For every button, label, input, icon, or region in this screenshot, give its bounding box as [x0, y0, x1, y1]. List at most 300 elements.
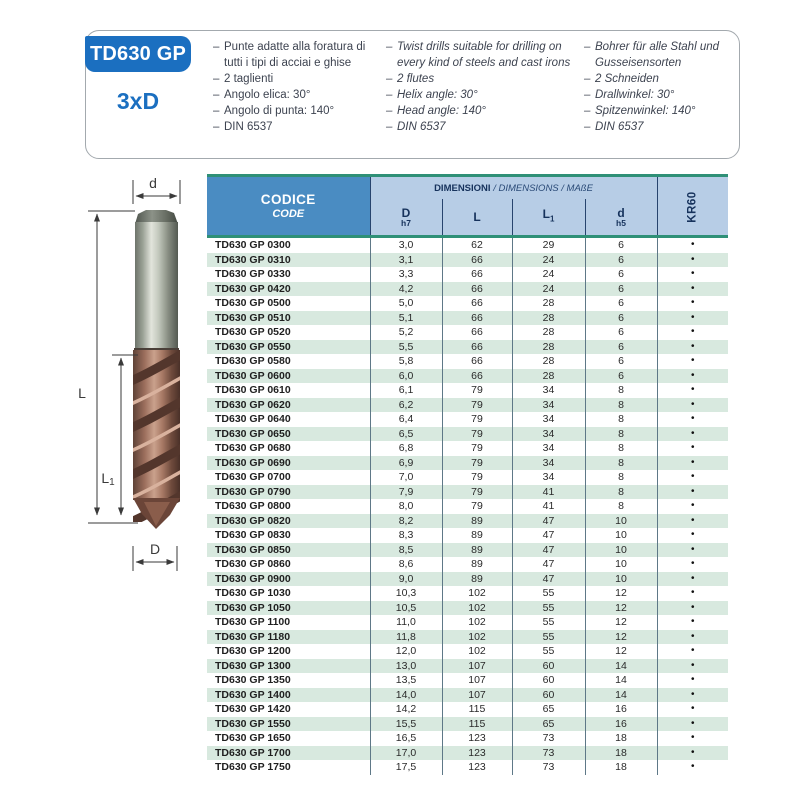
cell-D: 5,2 — [370, 325, 442, 340]
cell-L1: 34 — [512, 441, 585, 456]
dash-marker: – — [213, 89, 220, 101]
cell-kr60-dot: • — [657, 456, 728, 471]
cell-code: TD630 GP 0500 — [215, 297, 291, 309]
table-row — [207, 717, 728, 732]
cell-D: 6,0 — [370, 369, 442, 384]
table-body — [207, 237, 728, 775]
cell-L1: 34 — [512, 398, 585, 413]
codice-label: CODICE — [260, 192, 316, 207]
dimension-overall-length — [88, 211, 135, 515]
cell-L1: 47 — [512, 557, 585, 572]
cell-L1: 47 — [512, 543, 585, 558]
table-row — [207, 557, 728, 572]
cell-kr60-dot: • — [657, 673, 728, 688]
cell-D: 5,0 — [370, 296, 442, 311]
cell-L: 79 — [442, 441, 512, 456]
cell-d: 10 — [585, 528, 657, 543]
cell-D: 3,3 — [370, 267, 442, 282]
description-item — [584, 103, 736, 119]
column-group-dimensions — [370, 176, 657, 200]
cell-L1: 60 — [512, 673, 585, 688]
cell-L: 102 — [442, 630, 512, 645]
cell-code: TD630 GP 0580 — [215, 355, 291, 367]
description-text: Twist drills suitable for drilling on every kind of steels and cast irons — [397, 41, 571, 69]
cell-kr60-dot: • — [657, 470, 728, 485]
cell-code: TD630 GP 0520 — [215, 326, 291, 338]
cell-kr60-dot: • — [657, 688, 728, 703]
table-row — [207, 354, 728, 369]
cell-d: 18 — [585, 746, 657, 761]
table-row — [207, 659, 728, 674]
cell-kr60-dot: • — [657, 398, 728, 413]
cell-kr60-dot: • — [657, 499, 728, 514]
cell-kr60-dot: • — [657, 717, 728, 732]
column-header-L1: $L_1$ — [512, 199, 585, 237]
cell-L: 66 — [442, 325, 512, 340]
cell-code: TD630 GP 0900 — [215, 572, 291, 585]
cell-L: 123 — [442, 731, 512, 746]
cell-code: TD630 GP 0600 — [215, 369, 291, 382]
cell-d: 6 — [585, 340, 657, 355]
cell-L1: 73 — [512, 731, 585, 746]
cell-L1: 28 — [512, 311, 585, 326]
cell-code: TD630 GP 0300 — [215, 239, 291, 251]
description-item — [386, 103, 582, 119]
description-text: 2 Schneiden — [595, 73, 659, 85]
cell-kr60-dot: • — [657, 311, 728, 326]
cell-L: 107 — [442, 673, 512, 688]
cell-d: 10 — [585, 572, 657, 587]
cell-d: 14 — [585, 659, 657, 674]
cell-kr60-dot: • — [657, 267, 728, 282]
cell-L1: 24 — [512, 253, 585, 268]
dimensions-label-italic: / DIMENSIONS / MAßE — [493, 182, 593, 194]
cell-L1: 41 — [512, 485, 585, 500]
cell-kr60-dot: • — [657, 237, 728, 253]
cell-D: 14,2 — [370, 702, 442, 717]
table-row — [207, 441, 728, 456]
description-item — [584, 71, 736, 87]
description-item — [386, 39, 582, 71]
cell-d: 6 — [585, 311, 657, 326]
cell-kr60-dot: • — [657, 572, 728, 587]
dash-marker: – — [584, 105, 591, 117]
cell-L: 79 — [442, 398, 512, 413]
cell-D: 13,0 — [370, 659, 442, 674]
cell-L1: 47 — [512, 572, 585, 587]
drill-shank — [134, 210, 179, 353]
cell-L: 66 — [442, 369, 512, 384]
cell-d: 16 — [585, 702, 657, 717]
dash-marker: – — [584, 41, 591, 53]
cell-L: 89 — [442, 557, 512, 572]
cell-code: TD630 GP 1050 — [215, 601, 291, 614]
cell-D: 9,0 — [370, 572, 442, 587]
column-header-L: L — [442, 199, 512, 237]
table-row — [207, 369, 728, 384]
cell-L: 79 — [442, 383, 512, 398]
drill-flutes — [126, 350, 186, 529]
cell-D: 10,3 — [370, 586, 442, 601]
cell-L1: 34 — [512, 427, 585, 442]
cell-D: 14,0 — [370, 688, 442, 703]
cell-L: 62 — [442, 237, 512, 253]
cell-d: 12 — [585, 601, 657, 616]
cell-L: 66 — [442, 354, 512, 369]
cell-D: 12,0 — [370, 644, 442, 659]
cell-d: 8 — [585, 441, 657, 456]
cell-L: 115 — [442, 717, 512, 732]
cell-kr60-dot: • — [657, 340, 728, 355]
cell-d: 6 — [585, 237, 657, 253]
cell-L: 79 — [442, 412, 512, 427]
cell-code: TD630 GP 0610 — [215, 384, 291, 396]
description-text: DIN 6537 — [224, 121, 273, 133]
cell-code: TD630 GP 1030 — [215, 587, 291, 599]
code-label: CODE — [272, 208, 305, 220]
cell-D: 17,0 — [370, 746, 442, 761]
cell-L1: 47 — [512, 528, 585, 543]
description-text: Head angle: 140° — [397, 105, 487, 117]
table-row — [207, 688, 728, 703]
table-row — [207, 253, 728, 268]
cell-d: 6 — [585, 369, 657, 384]
cell-D: 17,5 — [370, 760, 442, 775]
cell-L1: 73 — [512, 760, 585, 775]
cell-L1: 34 — [512, 412, 585, 427]
cell-L1: 28 — [512, 340, 585, 355]
table-row — [207, 615, 728, 630]
cell-code: TD630 GP 1550 — [215, 717, 291, 730]
cell-kr60-dot: • — [657, 731, 728, 746]
cell-kr60-dot: • — [657, 630, 728, 645]
cell-L1: 65 — [512, 702, 585, 717]
column-header-code — [207, 176, 370, 237]
cell-code: TD630 GP 0550 — [215, 340, 291, 353]
cell-d: 6 — [585, 296, 657, 311]
description-text: Spitzenwinkel: 140° — [595, 105, 696, 117]
cell-code: TD630 GP 0680 — [215, 442, 291, 454]
cell-L: 66 — [442, 340, 512, 355]
dash-marker: – — [386, 89, 393, 101]
cell-L: 102 — [442, 586, 512, 601]
dash-marker: – — [386, 121, 393, 133]
specification-table — [207, 174, 728, 775]
cell-L: 66 — [442, 253, 512, 268]
cell-D: 10,5 — [370, 601, 442, 616]
cell-L1: 73 — [512, 746, 585, 761]
cell-L: 115 — [442, 702, 512, 717]
description-list-german — [584, 39, 736, 135]
dash-marker: – — [213, 73, 220, 85]
table-row — [207, 746, 728, 761]
cell-d: 8 — [585, 456, 657, 471]
cell-code: TD630 GP 1200 — [215, 645, 291, 657]
table-row — [207, 267, 728, 282]
cell-kr60-dot: • — [657, 296, 728, 311]
cell-L1: 55 — [512, 630, 585, 645]
column-header-kr60 — [657, 176, 728, 237]
description-item — [213, 71, 385, 87]
description-item — [584, 87, 736, 103]
cell-code: TD630 GP 0650 — [215, 427, 291, 440]
cell-kr60-dot: • — [657, 282, 728, 297]
size-ratio-label: 3xD — [116, 88, 160, 114]
dash-marker: – — [386, 73, 393, 85]
description-text: Bohrer für alle Stahl und Gusseisensorten — [595, 41, 720, 69]
cell-L: 79 — [442, 470, 512, 485]
table-row — [207, 630, 728, 645]
cell-L: 102 — [442, 615, 512, 630]
table-row — [207, 514, 728, 529]
cell-kr60-dot: • — [657, 586, 728, 601]
cell-d: 6 — [585, 253, 657, 268]
cell-L: 102 — [442, 601, 512, 616]
cell-L1: 28 — [512, 354, 585, 369]
cell-L1: 41 — [512, 499, 585, 514]
description-item — [213, 103, 385, 119]
table-row — [207, 644, 728, 659]
cell-L1: 47 — [512, 514, 585, 529]
cell-L1: 34 — [512, 470, 585, 485]
dimensions-label-bold: DIMENSIONI — [434, 182, 491, 194]
description-item — [386, 71, 582, 87]
cell-L: 123 — [442, 746, 512, 761]
cell-D: 13,5 — [370, 673, 442, 688]
table-row — [207, 237, 728, 253]
cell-code: TD630 GP 1100 — [215, 616, 291, 628]
cell-code: TD630 GP 0860 — [215, 558, 291, 570]
cell-L1: 60 — [512, 688, 585, 703]
table-row — [207, 485, 728, 500]
cell-code: TD630 GP 0700 — [215, 471, 291, 483]
cell-d: 12 — [585, 630, 657, 645]
cell-d: 8 — [585, 412, 657, 427]
cell-code: TD630 GP 0310 — [215, 253, 291, 266]
description-item — [584, 39, 736, 71]
table-row — [207, 398, 728, 413]
cell-kr60-dot: • — [657, 354, 728, 369]
cell-D: 5,8 — [370, 354, 442, 369]
cell-D: 8,5 — [370, 543, 442, 558]
description-text: Punte adatte alla foratura di tutti i tipi di acciai e ghise — [224, 41, 366, 69]
cell-D: 3,0 — [370, 237, 442, 253]
cell-code: TD630 GP 1300 — [215, 659, 291, 672]
description-item — [386, 87, 582, 103]
cell-L: 66 — [442, 282, 512, 297]
description-text: Drallwinkel: 30° — [595, 89, 675, 101]
cell-L1: 55 — [512, 586, 585, 601]
cell-d: 6 — [585, 354, 657, 369]
cell-kr60-dot: • — [657, 253, 728, 268]
cell-kr60-dot: • — [657, 441, 728, 456]
column-header-D: D h7 — [370, 199, 442, 237]
cell-code: TD630 GP 0330 — [215, 268, 291, 280]
cell-L1: 34 — [512, 383, 585, 398]
table-row — [207, 282, 728, 297]
cell-L1: 55 — [512, 644, 585, 659]
cell-D: 8,6 — [370, 557, 442, 572]
cell-d: 6 — [585, 282, 657, 297]
description-item — [213, 87, 385, 103]
cell-L: 89 — [442, 543, 512, 558]
cell-D: 6,5 — [370, 427, 442, 442]
label-cutting-diameter: D — [149, 541, 161, 557]
cell-kr60-dot: • — [657, 485, 728, 500]
cell-L1: 28 — [512, 369, 585, 384]
cell-code: TD630 GP 1400 — [215, 688, 291, 701]
cell-code: TD630 GP 1420 — [215, 703, 291, 715]
cell-d: 14 — [585, 673, 657, 688]
cell-d: 14 — [585, 688, 657, 703]
table-row — [207, 702, 728, 717]
cell-d: 8 — [585, 398, 657, 413]
cell-L1: 24 — [512, 282, 585, 297]
cell-L: 89 — [442, 514, 512, 529]
cell-d: 10 — [585, 543, 657, 558]
cell-L: 123 — [442, 760, 512, 775]
cell-D: 6,2 — [370, 398, 442, 413]
cell-kr60-dot: • — [657, 659, 728, 674]
table-row — [207, 601, 728, 616]
cell-kr60-dot: • — [657, 412, 728, 427]
cell-code: TD630 GP 0820 — [215, 514, 291, 527]
cell-d: 8 — [585, 499, 657, 514]
cell-kr60-dot: • — [657, 702, 728, 717]
dash-marker: – — [584, 121, 591, 133]
cell-D: 6,8 — [370, 441, 442, 456]
cell-D: 8,3 — [370, 528, 442, 543]
cell-kr60-dot: • — [657, 369, 728, 384]
cell-L: 79 — [442, 427, 512, 442]
cell-d: 8 — [585, 383, 657, 398]
column-header-d: d h5 — [585, 199, 657, 237]
description-item — [386, 119, 582, 135]
cell-D: 11,8 — [370, 630, 442, 645]
description-item — [213, 119, 385, 135]
table-row — [207, 543, 728, 558]
cell-kr60-dot: • — [657, 760, 728, 775]
cell-L: 66 — [442, 296, 512, 311]
dash-marker: – — [584, 73, 591, 85]
table-row — [207, 470, 728, 485]
description-text: DIN 6537 — [397, 121, 446, 133]
table-row — [207, 340, 728, 355]
cell-kr60-dot: • — [657, 615, 728, 630]
cell-kr60-dot: • — [657, 528, 728, 543]
cell-code: TD630 GP 0420 — [215, 282, 291, 295]
table-row — [207, 412, 728, 427]
cell-L1: 28 — [512, 296, 585, 311]
cell-L: 66 — [442, 267, 512, 282]
cell-L1: 29 — [512, 237, 585, 253]
cell-D: 5,1 — [370, 311, 442, 326]
cell-code: TD630 GP 1650 — [215, 732, 291, 744]
cell-code: TD630 GP 1180 — [215, 630, 291, 643]
cell-d: 18 — [585, 731, 657, 746]
cell-L: 107 — [442, 688, 512, 703]
cell-code: TD630 GP 0510 — [215, 311, 291, 324]
cell-L: 66 — [442, 311, 512, 326]
table-row — [207, 383, 728, 398]
cell-D: 7,9 — [370, 485, 442, 500]
cell-L: 79 — [442, 499, 512, 514]
cell-D: 8,0 — [370, 499, 442, 514]
cell-code: TD630 GP 0620 — [215, 398, 291, 411]
cell-L1: 60 — [512, 659, 585, 674]
cell-code: TD630 GP 0850 — [215, 543, 291, 556]
description-list-italian — [213, 39, 385, 135]
cell-code: TD630 GP 1750 — [215, 761, 291, 773]
table-row — [207, 673, 728, 688]
cell-kr60-dot: • — [657, 514, 728, 529]
cell-code: TD630 GP 0830 — [215, 529, 291, 541]
dash-marker: – — [386, 105, 393, 117]
cell-L: 102 — [442, 644, 512, 659]
description-text: 2 flutes — [397, 73, 435, 85]
cell-kr60-dot: • — [657, 543, 728, 558]
cell-D: 15,5 — [370, 717, 442, 732]
table-row — [207, 572, 728, 587]
dash-marker: – — [386, 41, 393, 53]
cell-D: 6,4 — [370, 412, 442, 427]
description-text: Angolo elica: 30° — [224, 89, 311, 101]
cell-d: 12 — [585, 586, 657, 601]
cell-code: TD630 GP 0640 — [215, 413, 291, 425]
table-row — [207, 456, 728, 471]
cell-d: 8 — [585, 470, 657, 485]
table-row — [207, 427, 728, 442]
cell-D: 5,5 — [370, 340, 442, 355]
drill-illustration — [58, 168, 203, 593]
cell-code: TD630 GP 0800 — [215, 500, 291, 512]
cell-D: 7,0 — [370, 470, 442, 485]
cell-kr60-dot: • — [657, 325, 728, 340]
table-row — [207, 528, 728, 543]
kr60-label: KR60 — [686, 191, 699, 223]
table-row — [207, 586, 728, 601]
cell-L: 79 — [442, 456, 512, 471]
cell-d: 8 — [585, 485, 657, 500]
cell-D: 8,2 — [370, 514, 442, 529]
cell-D: 4,2 — [370, 282, 442, 297]
cell-kr60-dot: • — [657, 644, 728, 659]
cell-kr60-dot: • — [657, 601, 728, 616]
cell-code: TD630 GP 1700 — [215, 746, 291, 759]
description-item — [584, 119, 736, 135]
cell-kr60-dot: • — [657, 746, 728, 761]
dash-marker: – — [213, 121, 220, 133]
cell-D: 11,0 — [370, 615, 442, 630]
cell-code: TD630 GP 0690 — [215, 456, 291, 469]
cell-D: 6,9 — [370, 456, 442, 471]
table-row — [207, 311, 728, 326]
cell-L1: 55 — [512, 615, 585, 630]
cell-L: 89 — [442, 528, 512, 543]
cell-d: 12 — [585, 615, 657, 630]
cell-D: 6,1 — [370, 383, 442, 398]
cell-L1: 65 — [512, 717, 585, 732]
cell-d: 18 — [585, 760, 657, 775]
dash-marker: – — [213, 41, 220, 53]
cell-kr60-dot: • — [657, 557, 728, 572]
table-row — [207, 760, 728, 775]
dash-marker: – — [584, 89, 591, 101]
description-text: DIN 6537 — [595, 121, 644, 133]
product-code-badge: TD630 GP — [85, 36, 191, 72]
cell-kr60-dot: • — [657, 383, 728, 398]
dash-marker: – — [213, 105, 220, 117]
